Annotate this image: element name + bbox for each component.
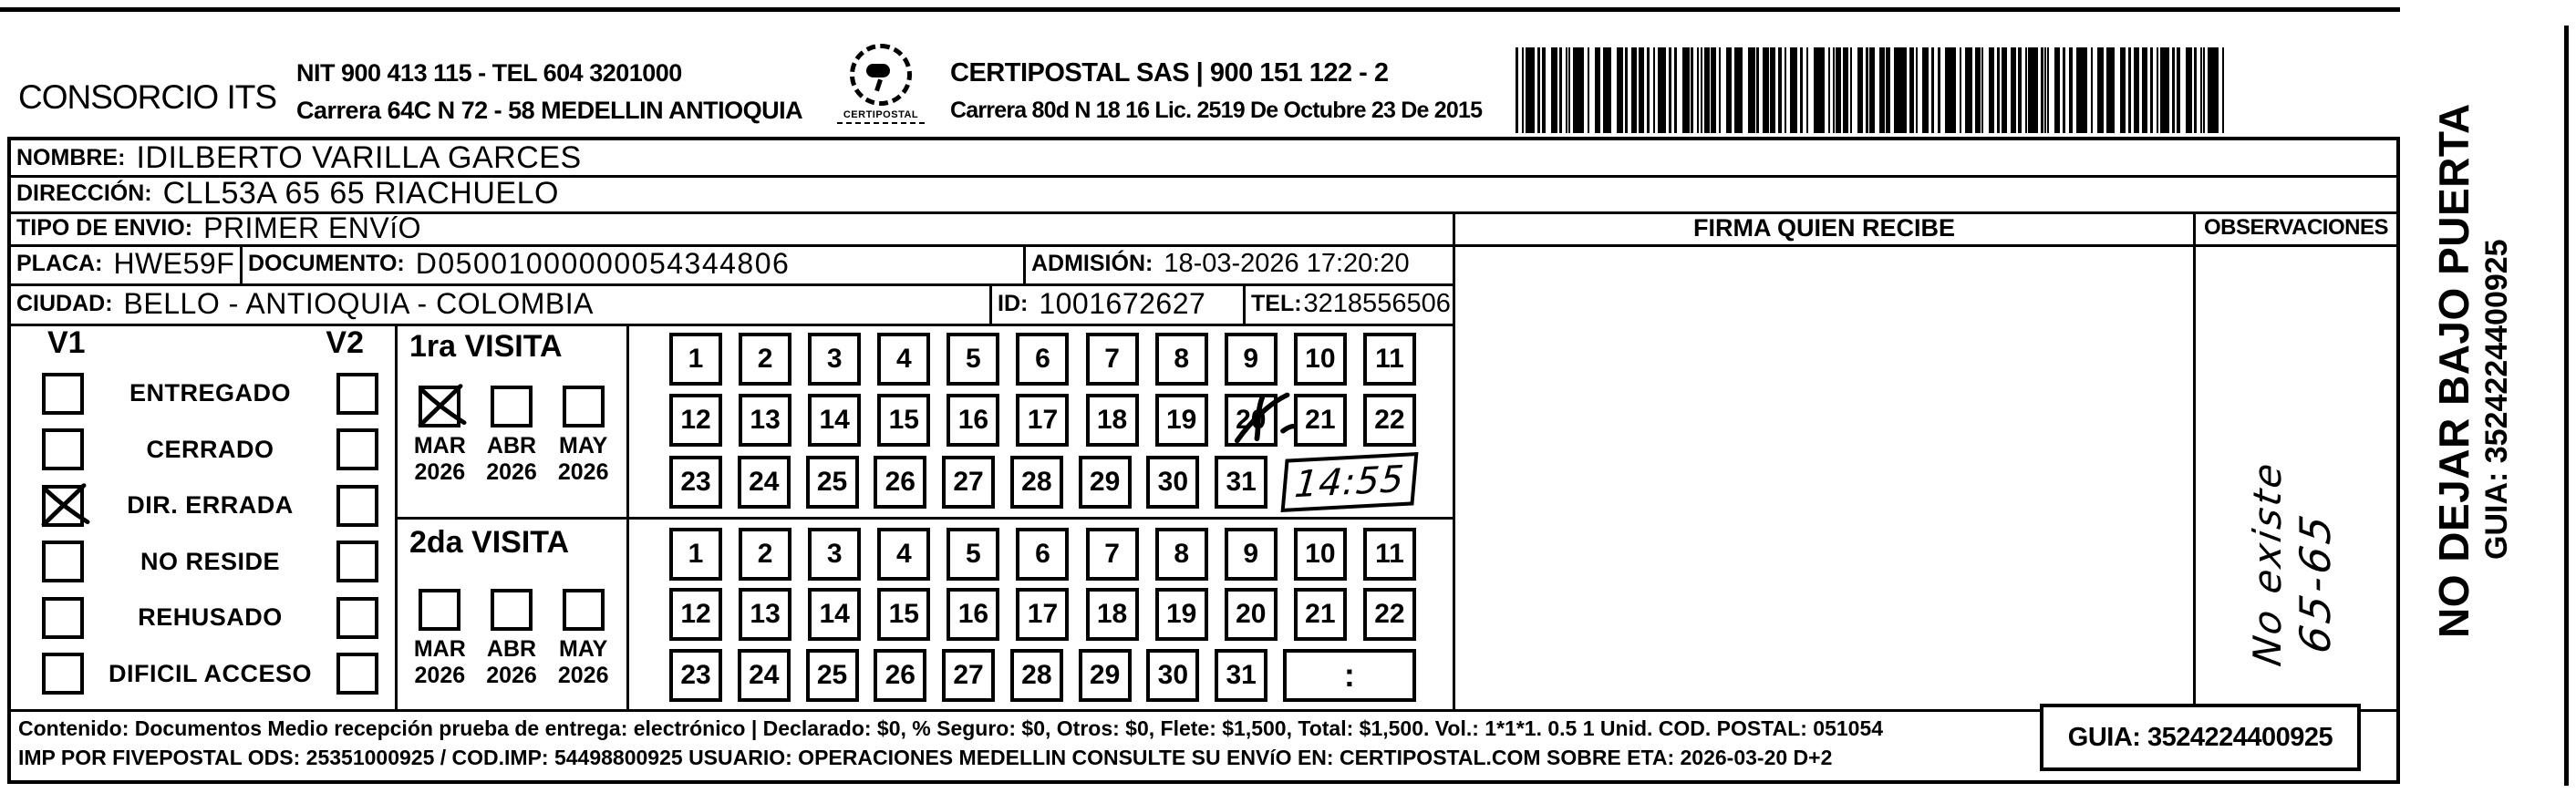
status-label: CERRADO [146, 435, 274, 463]
status-label: ENTREGADO [129, 379, 291, 407]
time-box-visit2[interactable]: : [1283, 649, 1416, 702]
checkbox-v1-dificil-acceso[interactable] [42, 653, 84, 695]
day-box-18-visit2[interactable] [1086, 588, 1139, 641]
day-box-9-visit2[interactable] [1225, 528, 1278, 581]
day-number: 30 [1157, 659, 1189, 690]
day-number: 28 [1021, 659, 1052, 690]
day-number: 26 [885, 659, 916, 690]
observaciones-handwriting [2245, 355, 2342, 670]
month-abr-visit2 [476, 589, 548, 689]
day-number: 13 [750, 599, 781, 629]
day-box-22-visit2[interactable] [1363, 588, 1416, 641]
field-ciudad [11, 283, 989, 324]
checkbox-v1-entregado[interactable] [42, 373, 84, 415]
checkbox-v2-dificil-acceso[interactable] [336, 653, 378, 695]
segunda-visita-day-grid [629, 520, 1453, 709]
primera-visita-box [395, 324, 629, 520]
day-box-20-visit2[interactable] [1225, 588, 1278, 641]
day-box-27-visit2[interactable] [942, 649, 995, 702]
day-box-27-visit1[interactable] [942, 456, 995, 509]
day-number: 7 [1104, 343, 1120, 374]
ciudad-value: BELLO - ANTIOQUIA - COLOMBIA [123, 286, 594, 320]
day-box-1-visit2[interactable] [669, 528, 722, 581]
company-address: Carrera 64C N 72 - 58 MEDELLIN ANTIOQUIA [296, 97, 803, 124]
day-box-3-visit2[interactable] [808, 528, 861, 581]
checkbox-month-mar-visit1[interactable] [419, 386, 460, 427]
field-row-ciudad [11, 283, 1453, 326]
month-mar-visit2 [404, 589, 476, 689]
certipostal-info [950, 55, 1482, 129]
day-box-8-visit1[interactable] [1155, 333, 1208, 386]
day-box-21-visit1[interactable] [1294, 394, 1347, 447]
documento-label: DOCUMENTO: [248, 251, 405, 276]
observaciones-divider-line [2193, 211, 2196, 709]
day-number: 16 [957, 405, 989, 435]
month-year: 2026 [414, 459, 466, 485]
day-number: 29 [1089, 466, 1121, 497]
day-number: 30 [1157, 466, 1189, 497]
day-box-2-visit2[interactable] [739, 528, 791, 581]
status-row-cerrado [11, 428, 395, 470]
day-number: 29 [1089, 659, 1121, 690]
field-direccion [11, 175, 2396, 214]
checkbox-v1-cerrado[interactable] [42, 428, 84, 470]
delivery-status-box [11, 324, 398, 709]
day-number: 8 [1174, 538, 1189, 569]
month-label: ABR [486, 433, 537, 458]
day-box-23-visit2[interactable] [669, 649, 722, 702]
day-number: 18 [1096, 599, 1128, 629]
day-box-14-visit2[interactable] [808, 588, 861, 641]
day-box-31-visit1[interactable] [1215, 456, 1267, 509]
day-box-19-visit1[interactable] [1155, 394, 1208, 447]
day-number: 15 [888, 599, 919, 629]
day-number: 21 [1305, 599, 1336, 629]
day-number: 12 [680, 405, 711, 435]
handwritten-x-mark [415, 380, 470, 431]
day-box-24-visit1[interactable] [738, 456, 791, 509]
checkbox-v2-dir-errada[interactable] [336, 485, 378, 527]
day-number: 9 [1243, 343, 1259, 374]
footer-import-line: IMP POR FIVEPOSTAL ODS: 25351000925 / COD.IMP: 54498800925 USUARIO: OPERACIONES MEDELLIN CONSULTE SU ENVíO EN: CERTIPOSTAL.COM SOBRE ETA: 2026-03-20 D+2 [18, 746, 1833, 769]
field-admision [1023, 244, 1453, 283]
right-edge-line [2564, 26, 2569, 786]
day-box-4-visit1[interactable] [877, 333, 930, 386]
day-number: 1 [688, 343, 704, 374]
day-number: 20 [1236, 599, 1267, 629]
checkbox-v2-cerrado[interactable] [336, 428, 378, 470]
segunda-visita-box [395, 520, 629, 709]
tipo-envio-label: TIPO DE ENVIO: [16, 214, 193, 241]
day-box-25-visit1[interactable] [806, 456, 859, 509]
day-number: 4 [895, 538, 912, 569]
day-number: 27 [953, 466, 984, 497]
company-name: CONSORCIO ITS [18, 78, 277, 116]
admision-value: 18-03-2026 17:20:20 [1164, 249, 1410, 278]
day-box-17-visit1[interactable] [1016, 394, 1069, 447]
day-number: 14 [819, 405, 850, 435]
month-year: 2026 [414, 663, 466, 688]
logo-caption: CERTIPOSTAL [837, 109, 925, 124]
certipostal-logo-icon [850, 44, 912, 106]
checkbox-v1-dir-errada[interactable] [42, 485, 84, 527]
day-number: 4 [895, 343, 912, 374]
day-box-15-visit1[interactable] [877, 394, 930, 447]
checkbox-v1-no-reside[interactable] [42, 541, 84, 582]
field-row-placa [11, 244, 1453, 286]
day-box-20-visit1[interactable] [1225, 394, 1278, 447]
day-box-10-visit2[interactable] [1294, 528, 1347, 581]
day-box-26-visit1[interactable] [874, 456, 926, 509]
day-box-12-visit1[interactable] [669, 394, 722, 447]
footer-content-line: Contenido: Documentos Medio recepción prueba de entrega: electrónico | Declarado: $0, % Seguro: $0, Otros: $0, Flete: $1,500, Total: $1,500. Vol.: 1*1*1. 0.5 1 Unid. COD. POSTAL: 051054 [18, 716, 1884, 740]
status-row-rehusado [11, 597, 395, 639]
day-box-16-visit2[interactable] [947, 588, 999, 641]
day-number: 27 [953, 659, 984, 690]
company-nit: NIT 900 413 115 - TEL 604 3201000 [296, 59, 682, 87]
checkbox-month-abr-visit1[interactable] [491, 386, 533, 427]
month-label: MAY [559, 636, 608, 662]
day-box-6-visit2[interactable] [1016, 528, 1069, 581]
day-box-18-visit1[interactable] [1086, 394, 1139, 447]
day-number: 17 [1027, 405, 1059, 435]
day-number: 21 [1305, 405, 1336, 435]
segunda-visita-title: 2da VISITA [409, 525, 570, 560]
status-label: DIFICIL ACCESO [108, 659, 312, 687]
month-label: MAY [559, 433, 608, 458]
day-number: 11 [1375, 538, 1404, 569]
field-documento [240, 244, 1023, 283]
top-border-line [0, 7, 2400, 12]
day-number: 3 [826, 538, 843, 569]
field-nombre [11, 140, 2396, 178]
field-tel [1243, 283, 1453, 324]
day-row [629, 456, 1453, 509]
day-number: 15 [888, 405, 919, 435]
month-may-visit2 [547, 589, 619, 689]
day-box-21-visit2[interactable] [1294, 588, 1347, 641]
day-box-29-visit1[interactable] [1079, 456, 1132, 509]
status-row-entregado [11, 373, 395, 415]
documento-value: D05001000000054344806 [415, 247, 791, 280]
day-number: 7 [1104, 538, 1120, 569]
side-strip [2430, 103, 2516, 638]
day-number: 18 [1096, 405, 1128, 435]
day-number: 5 [966, 343, 981, 374]
direccion-label: DIRECCIÓN: [16, 180, 152, 206]
nombre-value: IDILBERTO VARILLA GARCES [136, 139, 582, 175]
day-box-1-visit1[interactable] [669, 333, 722, 386]
company-info [296, 55, 802, 129]
placa-label: PLACA: [16, 251, 103, 276]
field-tipo-envio [11, 211, 1453, 247]
day-number: 28 [1021, 466, 1052, 497]
checkbox-month-mar-visit2[interactable] [419, 589, 460, 631]
firma-divider-line [1453, 211, 1455, 709]
day-row [629, 528, 1453, 581]
day-number: 23 [680, 466, 711, 497]
side-guia-number: GUIA: 3524224400925 [2479, 239, 2514, 560]
month-year: 2026 [486, 663, 537, 688]
day-box-5-visit1[interactable] [947, 333, 999, 386]
day-number: 11 [1375, 343, 1404, 374]
month-mar-visit1 [404, 386, 476, 486]
day-box-16-visit1[interactable] [947, 394, 999, 447]
day-number: 23 [680, 659, 711, 690]
nombre-label: NOMBRE: [16, 144, 126, 170]
day-number: 10 [1305, 343, 1336, 374]
day-number: 2 [757, 538, 773, 569]
month-label: MAR [413, 636, 466, 662]
day-box-5-visit2[interactable] [947, 528, 999, 581]
status-row-no-reside [11, 541, 395, 582]
checkbox-v2-rehusado[interactable] [336, 597, 378, 639]
day-number: 17 [1027, 599, 1059, 629]
day-box-24-visit2[interactable] [738, 649, 791, 702]
day-box-17-visit2[interactable] [1016, 588, 1069, 641]
day-row [629, 588, 1453, 641]
day-box-12-visit2[interactable] [669, 588, 722, 641]
day-number: 19 [1165, 405, 1197, 435]
primera-visita-day-grid [629, 324, 1453, 520]
day-box-7-visit2[interactable] [1086, 528, 1139, 581]
day-box-22-visit1[interactable] [1363, 394, 1416, 447]
tel-value: 3218556506 [1303, 288, 1451, 318]
direccion-value: CLL53A 65 65 RIACHUELO [162, 175, 559, 211]
day-number: 10 [1305, 538, 1336, 569]
day-row [629, 649, 1453, 702]
day-box-26-visit2[interactable] [874, 649, 926, 702]
day-number: 16 [957, 599, 989, 629]
day-box-19-visit2[interactable] [1155, 588, 1208, 641]
day-box-25-visit2[interactable] [806, 649, 859, 702]
day-number: 24 [749, 466, 780, 497]
day-number: 25 [816, 466, 848, 497]
day-box-4-visit2[interactable] [877, 528, 930, 581]
handwriting-line: No existe [2245, 457, 2291, 670]
field-placa [11, 244, 240, 283]
day-box-10-visit1[interactable] [1294, 333, 1347, 386]
status-row-dificil-acceso [11, 653, 395, 695]
certipostal-address: Carrera 80d N 18 16 Lic. 2519 De Octubre 23 De 2015 [950, 98, 1483, 123]
day-number: 31 [1226, 659, 1257, 690]
checkbox-v2-no-reside[interactable] [336, 541, 378, 582]
footer-divider-line [11, 709, 2396, 712]
day-number: 19 [1165, 599, 1197, 629]
day-number: 26 [885, 466, 916, 497]
handwriting-line: 65-65 [2291, 508, 2341, 657]
field-id [989, 283, 1243, 324]
day-box-13-visit1[interactable] [739, 394, 791, 447]
day-row [629, 394, 1453, 447]
day-number: 8 [1174, 343, 1189, 374]
day-box-14-visit1[interactable] [808, 394, 861, 447]
month-year: 2026 [557, 663, 609, 688]
checkbox-month-may-visit2[interactable] [563, 589, 605, 631]
no-dejar-bajo-puerta-warning: NO DEJAR BAJO PUERTA [2430, 103, 2478, 638]
certipostal-logo [837, 44, 925, 124]
day-number: 25 [816, 659, 848, 690]
time-box-visit1[interactable]: 14:55 [1280, 452, 1418, 512]
month-label: ABR [486, 636, 537, 662]
day-box-13-visit2[interactable] [739, 588, 791, 641]
v1-column-header: V1 [47, 325, 86, 360]
day-number: 6 [1035, 343, 1050, 374]
day-number: 3 [826, 343, 843, 374]
day-number: 6 [1035, 538, 1050, 569]
tipo-envio-value: PRIMER ENVíO [203, 211, 422, 244]
checkbox-v2-entregado[interactable] [336, 373, 378, 415]
day-box-28-visit1[interactable] [1010, 456, 1063, 509]
day-number: 22 [1374, 405, 1405, 435]
checkbox-v1-rehusado[interactable] [42, 597, 84, 639]
placa-value: HWE59F [113, 247, 235, 280]
day-box-30-visit1[interactable] [1146, 456, 1199, 509]
day-number: 24 [749, 659, 780, 690]
firma-quien-recibe-header: FIRMA QUIEN RECIBE [1455, 211, 2193, 247]
month-label: MAR [413, 433, 466, 458]
day-row [629, 333, 1453, 386]
day-box-23-visit1[interactable] [669, 456, 722, 509]
status-label: REHUSADO [138, 603, 283, 632]
checkbox-month-abr-visit2[interactable] [491, 589, 533, 631]
day-box-6-visit1[interactable] [1016, 333, 1069, 386]
barcode [1516, 47, 2227, 133]
day-number: 1 [688, 538, 704, 569]
day-box-8-visit2[interactable] [1155, 528, 1208, 581]
day-box-15-visit2[interactable] [877, 588, 930, 641]
status-rows [11, 366, 395, 702]
day-box-2-visit1[interactable] [739, 333, 791, 386]
primera-visita-title: 1ra VISITA [409, 329, 563, 364]
day-number: 2 [757, 343, 773, 374]
certipostal-name: CERTIPOSTAL SAS | 900 151 122 - 2 [950, 58, 1389, 88]
guia-number-box: GUIA: 3524224400925 [2040, 704, 2361, 771]
day-number: 12 [680, 599, 711, 629]
day-number: 31 [1226, 466, 1257, 497]
day-box-9-visit1[interactable] [1225, 333, 1278, 386]
month-abr-visit1 [476, 386, 548, 486]
month-year: 2026 [557, 459, 609, 485]
segunda-visita-months [404, 589, 619, 689]
day-number: 20 [1236, 405, 1267, 435]
day-box-3-visit1[interactable] [808, 333, 861, 386]
v2-column-header: V2 [326, 325, 364, 360]
day-box-30-visit2[interactable] [1146, 649, 1199, 702]
day-number: 22 [1374, 599, 1405, 629]
status-row-dir-errada [11, 485, 395, 527]
admision-label: ADMISIÓN: [1031, 251, 1154, 276]
day-box-29-visit2[interactable] [1079, 649, 1132, 702]
day-number: 9 [1243, 538, 1259, 569]
status-label: NO RESIDE [140, 547, 281, 575]
day-box-11-visit2[interactable] [1363, 528, 1416, 581]
ciudad-label: CIUDAD: [16, 290, 113, 316]
day-number: 14 [819, 599, 850, 629]
checkbox-month-may-visit1[interactable] [563, 386, 605, 427]
month-year: 2026 [486, 459, 537, 485]
day-number: 5 [966, 538, 981, 569]
id-label: ID: [998, 290, 1029, 316]
day-box-11-visit1[interactable] [1363, 333, 1416, 386]
id-value: 1001672627 [1039, 286, 1206, 320]
day-box-28-visit2[interactable] [1010, 649, 1063, 702]
month-may-visit1 [547, 386, 619, 486]
primera-visita-months [404, 386, 619, 486]
observaciones-header: OBSERVACIONES [2196, 211, 2396, 247]
day-number: 13 [750, 405, 781, 435]
day-box-7-visit1[interactable] [1086, 333, 1139, 386]
tel-label: TEL: [1251, 290, 1302, 316]
status-label: DIR. ERRADA [127, 491, 294, 520]
day-box-31-visit2[interactable] [1215, 649, 1267, 702]
